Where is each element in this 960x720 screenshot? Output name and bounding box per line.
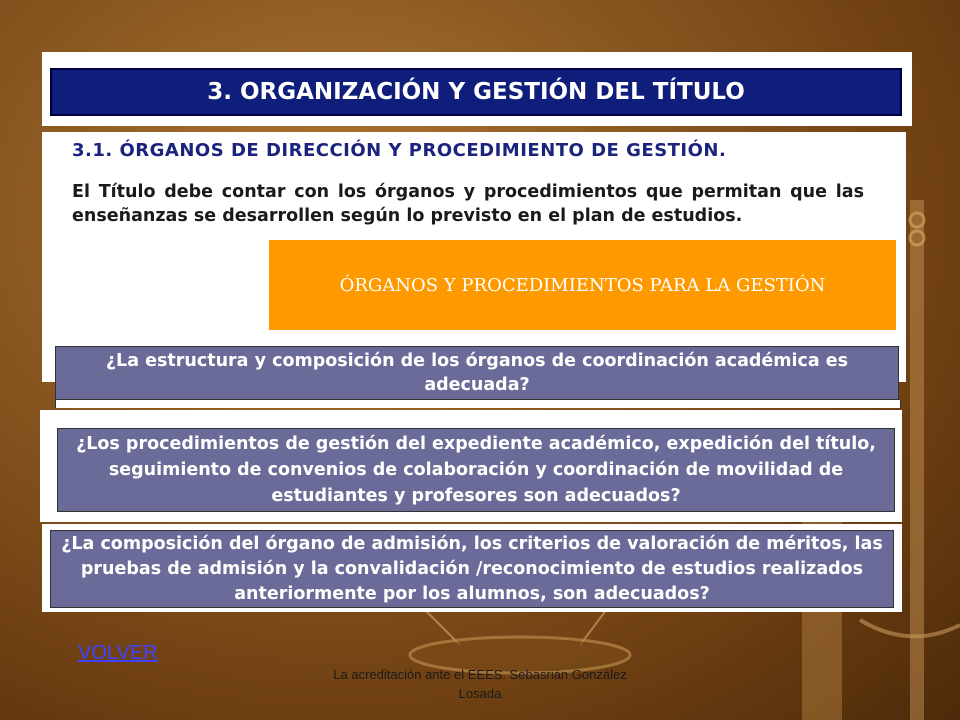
question-admission: ¿La composición del órgano de admisión, los criterios de valoración de méritos, las pruebas de admisión y la convalidación /reconocimiento de estudios realizados anteriormente por los alumnos, son adecuados? bbox=[50, 530, 894, 608]
question-procedures: ¿Los procedimientos de gestión del expediente académico, expedición del título, seguimiento de convenios de colaboración y coordinación de movilidad de estudiantes y profesores son adecuados? bbox=[57, 428, 895, 512]
section-heading: 3.1. ÓRGANOS DE DIRECCIÓN Y PROCEDIMIENTO DE GESTIÓN. bbox=[72, 140, 727, 161]
question-row-spacer bbox=[55, 400, 901, 408]
back-link[interactable]: VOLVER bbox=[78, 642, 158, 664]
question-coordination: ¿La estructura y composición de los órganos de coordinación académica es adecuada? bbox=[55, 346, 899, 400]
slide-title: 3. ORGANIZACIÓN Y GESTIÓN DEL TÍTULO bbox=[50, 68, 902, 116]
section-text: El Título debe contar con los órganos y procedimientos que permitan que las enseñanzas se desarrollen según lo previsto en el plan de estudios. bbox=[72, 182, 864, 226]
title-panel bbox=[42, 52, 912, 126]
footer-text: La acreditación ante el EEES. Sebasrián González Losada bbox=[333, 667, 627, 701]
management-bodies-box: ÓRGANOS Y PROCEDIMIENTOS PARA LA GESTIÓN bbox=[269, 240, 896, 330]
